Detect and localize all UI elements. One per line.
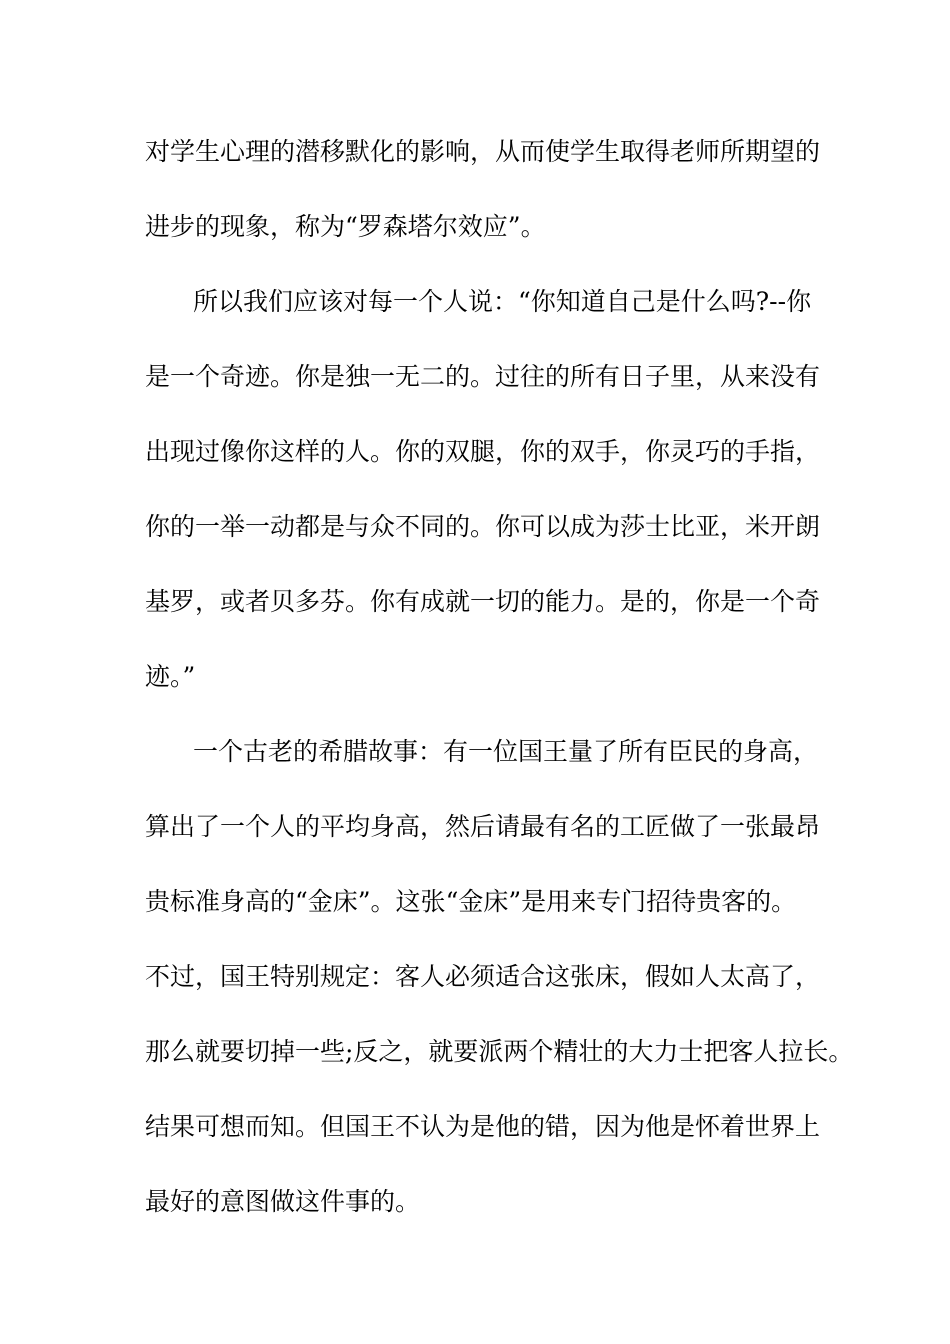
paragraph-start-line: 所以我们应该对每一个人说：“你知道自己是什么吗?--你 [193, 287, 812, 316]
text-line: 迹。” [145, 662, 196, 691]
text-line: 不过，国王特别规定：客人必须适合这张床，假如人太高了， [145, 962, 821, 991]
text-line: 那么就要切掉一些;反之，就要派两个精壮的大力士把客人拉长。 [145, 1037, 854, 1066]
paragraph-start-line: 一个古老的希腊故事：有一位国王量了所有臣民的身高， [193, 737, 819, 766]
text-line: 进步的现象，称为“罗森塔尔效应”。 [145, 212, 546, 241]
text-line: 是一个奇迹。你是独一无二的。过往的所有日子里，从来没有 [145, 362, 821, 391]
text-line: 贵标准身高的“金床”。这张“金床”是用来专门招待贵客的。 [145, 887, 797, 916]
text-line: 最好的意图做这件事的。 [145, 1187, 421, 1216]
text-line: 对学生心理的潜移默化的影响，从而使学生取得老师所期望的 [145, 137, 821, 166]
text-line: 你的一举一动都是与众不同的。你可以成为莎士比亚，米开朗 [145, 512, 821, 541]
text-line: 结果可想而知。但国王不认为是他的错，因为他是怀着世界上 [145, 1112, 821, 1141]
text-line: 基罗，或者贝多芬。你有成就一切的能力。是的，你是一个奇 [145, 587, 821, 616]
text-line: 出现过像你这样的人。你的双腿，你的双手，你灵巧的手指， [145, 437, 821, 466]
text-line: 算出了一个人的平均身高，然后请最有名的工匠做了一张最昂 [145, 812, 821, 841]
